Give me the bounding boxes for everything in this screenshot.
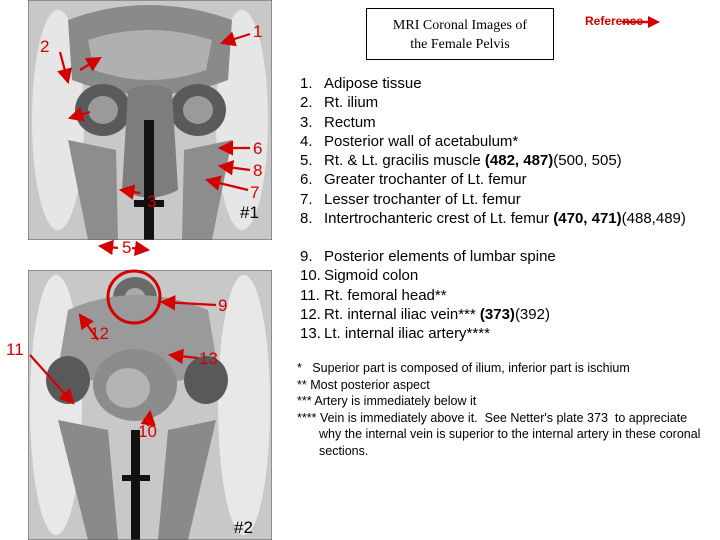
legend-item [300, 151, 686, 170]
legend-item [300, 170, 686, 189]
legend-item-alt-ref: (500, 505) [553, 152, 622, 170]
slice-tag-2: #2 [234, 518, 253, 537]
legend-item-text: Sigmoid colon [324, 267, 419, 285]
legend-item-number: 1. [300, 75, 313, 92]
legend-item-text: Rt. internal iliac vein*** [324, 305, 480, 323]
footnote-text: Superior part is composed of ilium, inferior part is ischium [301, 361, 630, 375]
legend-item [300, 190, 686, 209]
legend-item-text: Greater trochanter of Lt. femur [324, 171, 527, 189]
legend-item [300, 132, 686, 151]
legend-group-1 [300, 74, 686, 228]
label-11: 11 [6, 340, 24, 359]
label-13: 13 [199, 349, 218, 368]
label-8: 8 [253, 161, 263, 180]
footnote-mark: **** [297, 410, 317, 425]
legend-item-text: Lesser trochanter of Lt. femur [324, 190, 521, 208]
legend-item-number: 9. [300, 248, 313, 265]
legend-item [300, 247, 556, 266]
legend-item-number: 7. [300, 190, 313, 208]
label-9: 9 [218, 296, 228, 315]
legend-item-alt-ref: (488,489) [621, 210, 686, 228]
title-line-2: the Female Pelvis [410, 37, 510, 52]
legend-item-page-ref: (482, 487) [484, 152, 554, 170]
label-12: 12 [90, 324, 109, 343]
label-10: 10 [138, 422, 157, 441]
legend-item-page-ref: (373) [479, 305, 515, 323]
mri-image-2 [28, 270, 272, 540]
legend-item-text: Lt. internal iliac artery**** [324, 325, 490, 343]
footnote [297, 377, 712, 394]
legend-item-page-ref: (470, 471) [553, 210, 622, 228]
footnote-mark: ** [297, 377, 307, 392]
legend-item-number: 6. [300, 171, 313, 189]
footnote [297, 410, 712, 460]
label-5: 5 [122, 238, 132, 257]
legend-item-number: 2. [300, 94, 313, 112]
legend-item-number: 13. [300, 325, 321, 343]
legend-item-text: Posterior wall of acetabulum* [324, 132, 519, 150]
legend-item-text: Posterior elements of lumbar spine [324, 248, 556, 265]
label-3: 3 [147, 192, 157, 211]
legend-item [300, 113, 686, 132]
legend-item-number: 5. [300, 152, 313, 170]
legend-group-2 [300, 247, 556, 343]
title-box [366, 8, 554, 60]
legend-item-number: 11. [300, 286, 320, 304]
label-2: 2 [40, 37, 50, 56]
reference-label: Reference [585, 14, 644, 28]
footnotes [297, 360, 712, 459]
title-line-1: MRI Coronal Images of [392, 18, 528, 33]
legend-item-alt-ref: (392) [514, 305, 550, 323]
legend-item-number: 12. [300, 305, 321, 323]
legend-item [300, 266, 556, 285]
legend-item-number: 10. [300, 267, 321, 285]
legend-item-number: 8. [300, 210, 313, 228]
mri-scan-graphic-2 [28, 270, 272, 540]
legend-item [300, 74, 686, 93]
legend-item-text: Adipose tissue [324, 75, 422, 92]
legend-item-text: Rectum [324, 113, 376, 131]
label-6: 6 [253, 139, 263, 158]
legend-item [300, 305, 556, 324]
legend-item-text: Rt. ilium [324, 94, 379, 112]
legend-item-text: Rt. & Lt. gracilis muscle [324, 152, 485, 170]
footnote-text: Vein is immediately above it. See Netter's plate 373 to appreciate why the internal vein is superior to the internal artery in these coronal sections. [316, 410, 704, 458]
footnote-mark: * [297, 361, 302, 375]
legend-item-text: Rt. femoral head** [324, 286, 447, 304]
footnote [297, 360, 712, 377]
footnote [297, 393, 712, 410]
legend-item [300, 209, 686, 228]
label-7: 7 [250, 183, 260, 202]
label-1: 1 [253, 22, 263, 41]
footnote-text: Most posterior aspect [306, 377, 430, 392]
legend-item-number: 4. [300, 132, 313, 150]
footnote-text: Artery is immediately below it [311, 394, 477, 408]
legend-item [300, 324, 556, 343]
legend-item-text: Intertrochanteric crest of Lt. femur [324, 210, 554, 228]
legend-item [300, 93, 686, 112]
legend-item [300, 286, 556, 305]
footnote-mark: *** [297, 394, 312, 408]
legend-item-number: 3. [300, 113, 313, 131]
slice-tag-1: #1 [240, 203, 259, 222]
